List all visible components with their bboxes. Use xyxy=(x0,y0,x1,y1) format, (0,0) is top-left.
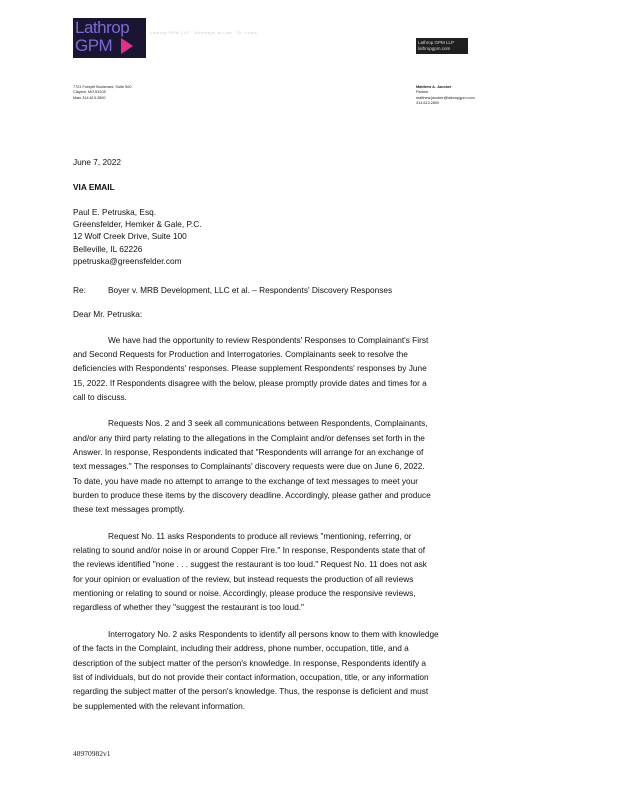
author-title: Partner xyxy=(416,90,429,95)
body-line: call to discuss. xyxy=(73,392,127,402)
body-line: Answer. In response, Respondents indicated that "Respondents will arrange for an exchange of xyxy=(73,447,424,457)
logo-line2: GPM xyxy=(75,36,113,55)
body-line: the reviews identified "none . . . suggest the restaurant is too loud." Request No. 11 does not ask xyxy=(73,559,427,569)
office-line: Main 314.613.2800 xyxy=(73,95,106,100)
mini-logo-line1: Lathrop GPM LLP xyxy=(418,40,455,45)
body-line: relating to sound and/or noise in or around Copper Fire." In response, Respondents state that of xyxy=(73,545,426,555)
re-subject: Boyer v. MRB Development, LLC et al. – Respondents' Discovery Responses xyxy=(108,285,393,295)
recipient-line: Paul E. Petruska, Esq. xyxy=(73,207,157,217)
body-line: 15, 2022. If Respondents disagree with the below, please promptly provide dates and times for a xyxy=(73,378,427,388)
body-line: be supplemented with the relevant information. xyxy=(73,701,246,711)
body-line: text messages." The responses to Complainants' discovery requests were due on June 6, 2022. xyxy=(73,461,425,471)
mini-logo xyxy=(416,38,468,54)
body-line: description of the subject matter of the person's knowledge. In response, Respondents identify a xyxy=(73,658,427,668)
body-line: and Second Requests for Production and Interrogatories. Complainants seek to resolve the xyxy=(73,349,408,359)
firm-logo xyxy=(73,18,146,58)
faint-header-text: Lathrop GPM LLP · Attorneys at Law · St. Louis xyxy=(150,30,258,35)
body-line: list of individuals, but do not provide their contact information, occupation, title, or any information xyxy=(73,672,429,682)
body-line: deficiencies with Respondents' responses. Please supplement Respondents' responses by June xyxy=(73,363,427,373)
recipient-line: 12 Wolf Creek Drive, Suite 100 xyxy=(73,231,187,241)
office-address xyxy=(73,85,131,101)
body-line: Requests Nos. 2 and 3 seek all communications between Respondents, Complainants, xyxy=(108,418,428,428)
body-line: We have had the opportunity to review Respondents' Responses to Complainant's First xyxy=(108,335,429,345)
body-line: Request No. 11 asks Respondents to produce all reviews "mentioning, referring, or xyxy=(108,531,412,541)
letter-date: June 7, 2022 xyxy=(73,157,121,167)
logo-line1: Lathrop xyxy=(75,18,130,37)
body-line: regarding the subject matter of the person's knowledge. Thus, the response is deficient and must xyxy=(73,686,429,696)
author-name: Matthew A. Jacober xyxy=(416,85,452,89)
delivery-method: VIA EMAIL xyxy=(73,182,115,192)
re-label: Re: xyxy=(73,285,86,295)
logo-arrow-icon xyxy=(121,38,133,54)
body-line: Interrogatory No. 2 asks Respondents to identify all persons know to them with knowledge xyxy=(108,629,439,639)
author-phone: 314.613.2800 xyxy=(416,101,440,106)
body-line: mentioning or relating to sound or noise. Accordingly, please produce the responsive reviews, xyxy=(73,588,416,598)
body-line: burden to produce these items by the discovery deadline. Accordingly, please gather and produce xyxy=(73,490,431,500)
author-block xyxy=(416,85,475,107)
recipient-email: ppetruska@greensfelder.com xyxy=(73,256,182,266)
recipient-line: Greensfelder, Hemker & Gale, P.C. xyxy=(73,219,202,229)
mini-logo-line2: lathropgpm.com xyxy=(418,45,451,51)
body-line: and/or any third party relating to the allegations in the Complaint and/or defenses set forth in the xyxy=(73,433,425,443)
salutation: Dear Mr. Petruska: xyxy=(73,309,143,319)
body-line: for your opinion or evaluation of the review, but instead requests the production of all reviews xyxy=(73,574,414,584)
body-line: regardless of whether they "suggest the restaurant is too loud." xyxy=(73,602,304,612)
body-line: these text messages promptly. xyxy=(73,504,185,514)
office-line: 7701 Forsyth Boulevard, Suite 500 xyxy=(73,85,132,89)
recipient-line: Belleville, IL 62226 xyxy=(73,244,143,254)
body-line: of the facts in the Complaint, including their address, phone number, occupation, title, and a xyxy=(73,643,409,653)
document-id: 48970982v1 xyxy=(73,749,111,758)
body-line: To date, you have made no attempt to arrange to the exchange of text messages to meet your xyxy=(73,476,418,486)
author-email: matthew.jacober@lathropgpm.com xyxy=(416,95,475,100)
office-line: Clayton, MO 63105 xyxy=(73,90,106,95)
